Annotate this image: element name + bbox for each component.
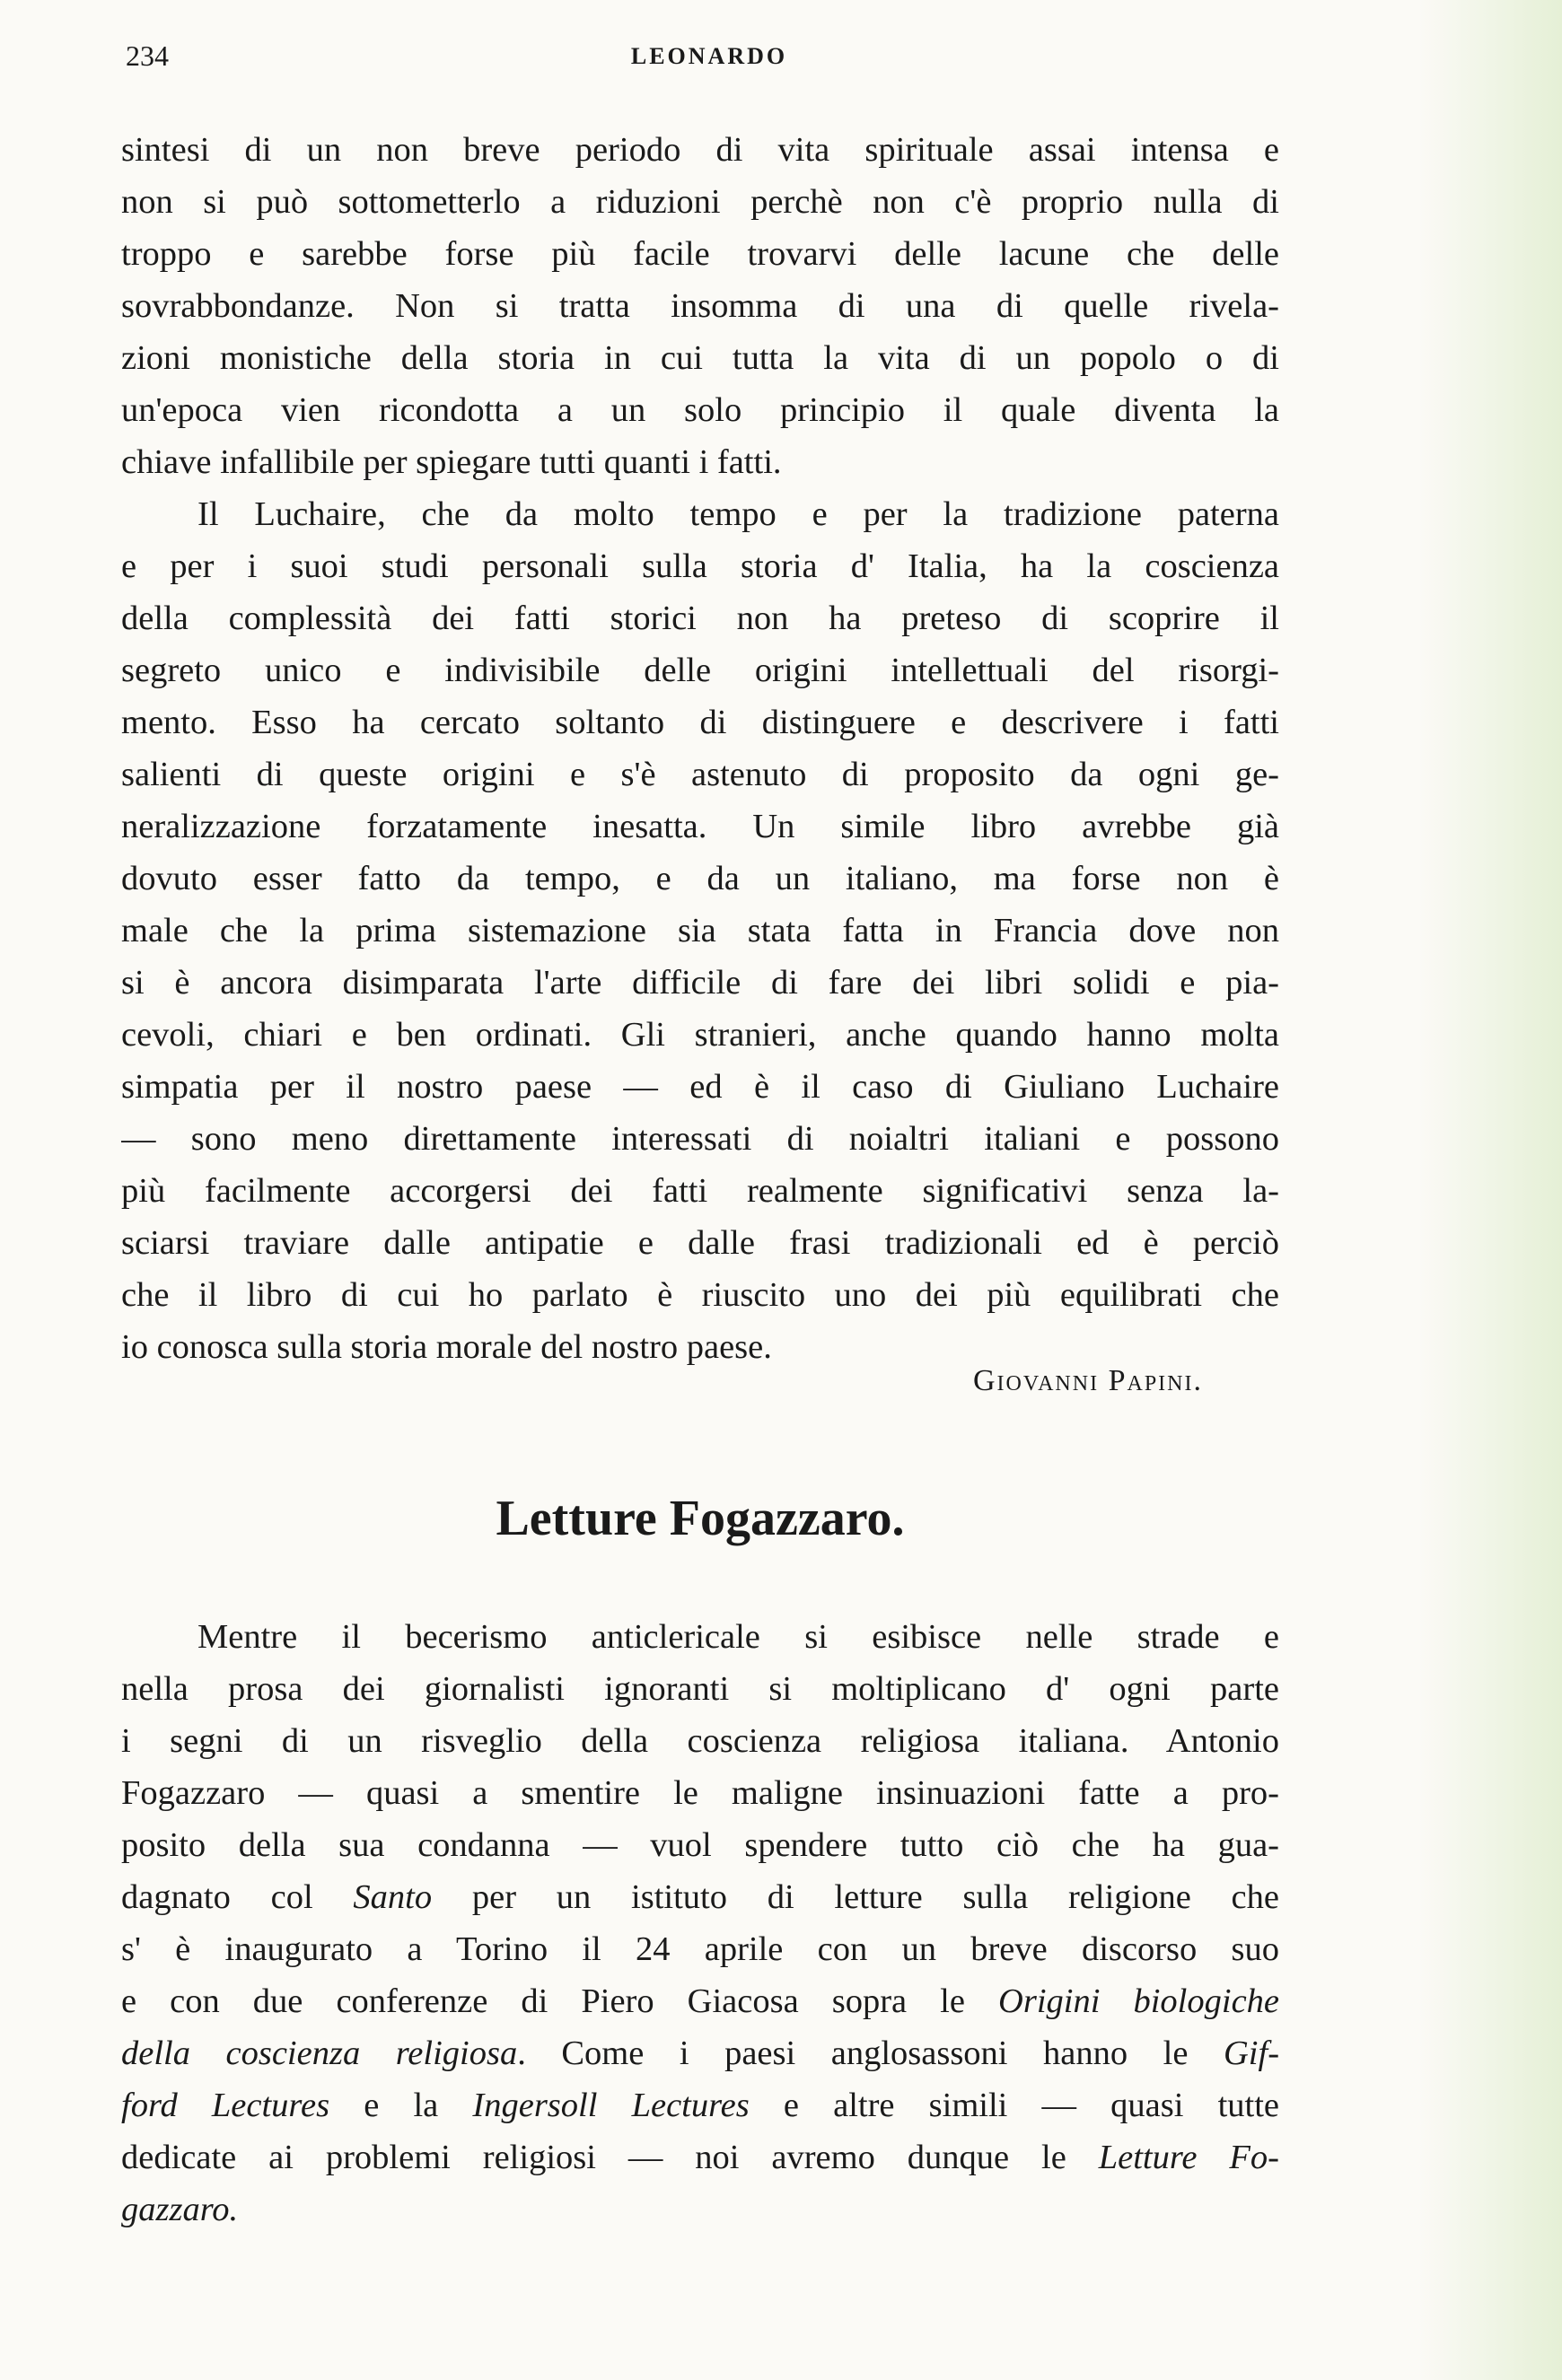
text-line	[121, 2079, 1279, 2131]
text-line: e per i suoi studi personali sulla storia d' Italia, ha la coscienza	[121, 547, 1279, 585]
text-run: per un istituto di letture sulla religione che	[471, 1878, 1279, 1916]
text-line: s' è inaugurato a Torino il 24 aprile con un breve discorso suo	[121, 1930, 1279, 1968]
italic-title: ford Lectures	[121, 2087, 330, 2124]
italic-title: Origini biologiche	[998, 1982, 1279, 2020]
text-line: Mentre il becerismo anticlericale si esibisce nelle strade e	[197, 1618, 1279, 1656]
text-line: io conosca sulla storia morale del nostro paese.	[121, 1328, 772, 1366]
author-signature: Giovanni Papini.	[972, 1364, 1203, 1397]
text-line: un'epoca vien ricondotta a un solo principio il quale diventa la	[121, 391, 1279, 429]
text-line: sovrabbondanze. Non si tratta insomma di una di quelle rivela-	[121, 287, 1279, 325]
text-line: della complessità dei fatti storici non ha preteso di scoprire il	[121, 599, 1279, 637]
text-line: si è ancora disimparata l'arte difficile di fare dei libri solidi e pia-	[121, 964, 1279, 1002]
text-run: dagnato col	[121, 1878, 313, 1916]
text-line: non si può sottometterlo a riduzioni perchè non c'è proprio nulla di	[121, 183, 1279, 221]
italic-title: Gif-	[1224, 2034, 1279, 2072]
text-run: e la	[364, 2087, 439, 2124]
text-line	[121, 2183, 1279, 2236]
article-papini-body	[121, 124, 1279, 1373]
text-line: neralizzazione forzatamente inesatta. Un simile libro avrebbe già	[121, 808, 1279, 845]
text-line	[121, 1871, 1279, 1923]
text-line: zioni monistiche della storia in cui tutta la vita di un popolo o di	[121, 339, 1279, 377]
text-line: sintesi di un non breve periodo di vita spirituale assai intensa e	[121, 131, 1279, 169]
text-line: salienti di queste origini e s'è astenuto di proposito da ogni ge-	[121, 756, 1279, 793]
text-line: sciarsi traviare dalle antipatie e dalle frasi tradizionali ed è perciò	[121, 1224, 1279, 1262]
page-number: 234	[126, 39, 169, 72]
text-run: e altre simili — quasi tutte	[783, 2087, 1279, 2124]
section-title: Letture Fogazzaro.	[496, 1491, 905, 1546]
text-line: nella prosa dei giornalisti ignoranti si moltiplicano d' ogni parte	[121, 1670, 1279, 1708]
text-line: dovuto esser fatto da tempo, e da un italiano, ma forse non è	[121, 860, 1279, 897]
text-line: — sono meno direttamente interessati di noialtri italiani e possono	[121, 1120, 1279, 1158]
text-line: cevoli, chiari e ben ordinati. Gli stranieri, anche quando hanno molta	[121, 1016, 1279, 1054]
running-title: LEONARDO	[630, 43, 788, 69]
text-line: Fogazzaro — quasi a smentire le maligne insinuazioni fatte a pro-	[121, 1774, 1279, 1812]
text-line: più facilmente accorgersi dei fatti realmente significativi senza la-	[121, 1172, 1279, 1210]
text-line: i segni di un risveglio della coscienza religiosa italiana. Antonio	[121, 1722, 1279, 1760]
text-line: segreto unico e indivisibile delle origini intellettuali del risorgi-	[121, 652, 1279, 689]
italic-title: Santo	[353, 1878, 433, 1916]
italic-title: della coscienza religiosa	[121, 2034, 518, 2072]
text-run: . Come i paesi anglosassoni hanno le	[517, 2034, 1189, 2072]
running-head	[126, 39, 1293, 93]
italic-title: gazzaro.	[121, 2191, 239, 2228]
text-line: troppo e sarebbe forse più facile trovarvi delle lacune che delle	[121, 235, 1279, 273]
italic-title: Ingersoll Lectures	[472, 2087, 750, 2124]
text-run: dedicate ai problemi religiosi — noi avremo dunque le	[121, 2139, 1066, 2176]
text-line	[121, 1975, 1279, 2027]
text-run: e con due conferenze di Piero Giacosa sopra le	[121, 1982, 965, 2020]
text-line: Il Luchaire, che da molto tempo e per la tradizione paterna	[197, 495, 1279, 533]
text-line	[121, 2131, 1279, 2183]
italic-title: Letture Fo-	[1098, 2139, 1279, 2176]
text-line: che il libro di cui ho parlato è riuscito uno dei più equilibrati che	[121, 1276, 1279, 1314]
text-line: chiave infallibile per spiegare tutti quanti i fatti.	[121, 443, 782, 481]
text-line	[121, 2027, 1279, 2079]
text-line: male che la prima sistemazione sia stata fatta in Francia dove non	[121, 912, 1279, 949]
article-fogazzaro-body	[121, 1611, 1279, 2236]
text-line: mento. Esso ha cercato soltanto di distinguere e descrivere i fatti	[121, 704, 1279, 741]
text-line: simpatia per il nostro paese — ed è il caso di Giuliano Luchaire	[121, 1068, 1279, 1106]
text-line: posito della sua condanna — vuol spendere tutto ciò che ha gua-	[121, 1826, 1279, 1864]
page-edge-tint	[1418, 0, 1562, 2380]
